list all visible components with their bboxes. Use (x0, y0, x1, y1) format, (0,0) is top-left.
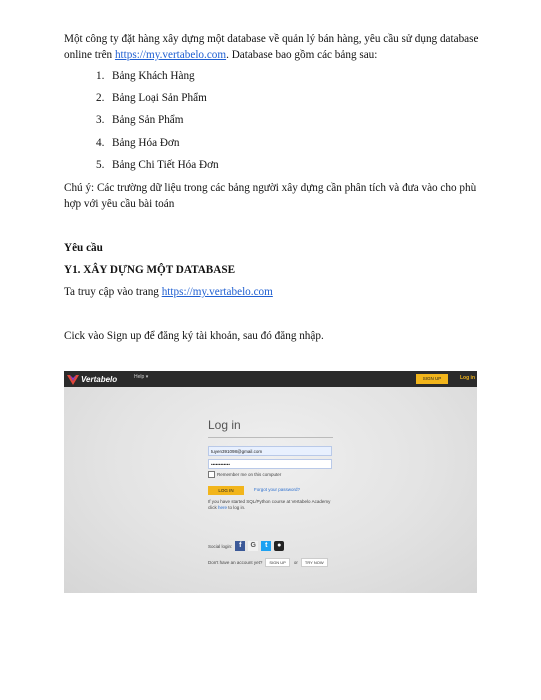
list-item: 2. Bảng Loại Sản Phẩm (96, 92, 207, 104)
academy-here-link[interactable]: here (218, 505, 228, 510)
access-paragraph (64, 284, 484, 300)
help-menu[interactable]: Help ▾ (134, 374, 149, 380)
signup-paragraph: Cick vào Sign up để đăng ký tài khoản, sau đó đăng nhập. (64, 330, 324, 342)
top-navbar (64, 371, 477, 387)
list-item: 4. Bảng Hóa Đơn (96, 137, 180, 149)
email-field[interactable]: tuyen391098@gmail.com (208, 446, 332, 456)
academy-note: If you have started SQL/Python course at Vertabelo Academy click here to log in. (208, 499, 331, 510)
google-icon[interactable]: G (248, 541, 258, 551)
requirement-heading: Yêu cầu (64, 242, 103, 254)
note-paragraph: Chú ý: Các trường dữ liệu trong các bảng người xây dựng cần phân tích và đưa vào cho phù hợp với yêu cầu bài toán (64, 182, 477, 210)
signup-button[interactable]: SIGN UP (265, 558, 289, 567)
github-icon[interactable]: ● (274, 541, 284, 551)
title-divider (208, 437, 333, 438)
login-top-link[interactable]: Log in (460, 375, 475, 381)
chevron-down-icon: ▾ (145, 374, 149, 380)
login-content (64, 387, 477, 593)
forgot-password-link[interactable]: Forgot your password? (254, 487, 301, 492)
list-item: 1. Bảng Khách Hàng (96, 70, 195, 82)
list-item: 3. Bảng Sản Phẩm (96, 114, 184, 126)
no-account-label: Don't have an account yet? (208, 560, 263, 565)
intro-paragraph (64, 31, 484, 63)
remember-me[interactable] (208, 471, 281, 478)
vertabelo-link[interactable]: https://my.vertabelo.com (114, 49, 227, 61)
vertabelo-logo-icon (67, 373, 79, 385)
or-label: or (293, 560, 298, 565)
try-now-button[interactable]: TRY NOW (301, 558, 328, 567)
intro-text: Một công ty đặt hàng xây dựng một database về quản lý bán hàng, yêu cầu sử dụng database online trên (64, 33, 479, 61)
login-button[interactable]: LOG IN (208, 486, 244, 495)
facebook-icon[interactable]: f (235, 541, 245, 551)
intro-text-end: . Database bao gồm các bảng sau: (226, 49, 378, 61)
signup-top-button[interactable]: SIGN UP (416, 374, 448, 384)
social-label: Social login: (208, 543, 233, 549)
list-item: 5. Bảng Chi Tiết Hóa Đơn (96, 159, 219, 171)
vertabelo-login-screenshot (64, 371, 477, 593)
twitter-icon[interactable]: t (261, 541, 271, 551)
social-login (208, 541, 284, 551)
remember-checkbox[interactable] (208, 471, 215, 478)
no-account-row (208, 558, 328, 567)
password-field[interactable]: •••••••••••• (208, 459, 332, 469)
vertabelo-logo[interactable] (67, 373, 117, 385)
section-heading: Y1. XÂY DỰNG MỘT DATABASE (64, 264, 236, 276)
access-text: Ta truy cập vào trang (64, 286, 159, 298)
vertabelo-link-2[interactable]: https://my.vertabelo.com (161, 286, 273, 298)
remember-label: Remember me on this computer (217, 472, 282, 477)
login-title: Log in (208, 418, 241, 432)
brand-name: Vertabelo (81, 374, 118, 384)
